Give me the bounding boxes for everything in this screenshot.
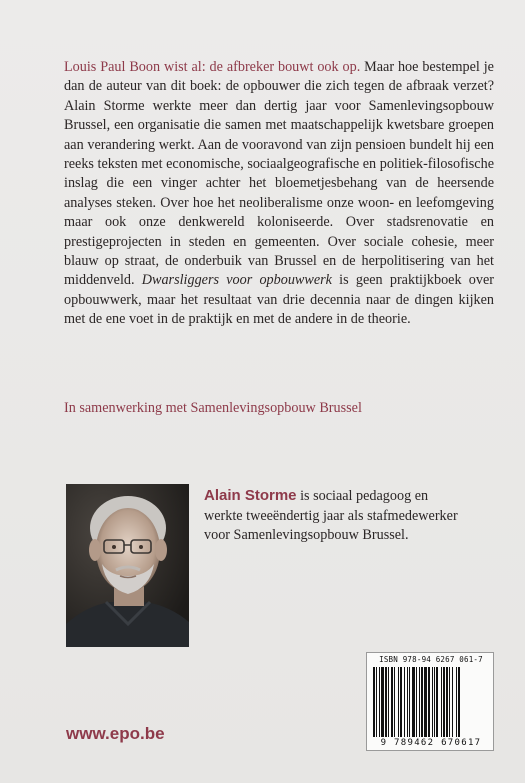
blurb-lead-quote: Louis Paul Boon wist al: de afbreker bouwt ook op. xyxy=(64,59,361,75)
isbn-label: ISBN 978-94 6267 061-7 xyxy=(379,655,483,664)
isbn-barcode xyxy=(366,652,494,751)
author-bio xyxy=(204,486,466,546)
blurb-paragraph: Maar hoe bestempel je dan de auteur van dit boek: de opbouwer die zich tegen de afbraak verzet? Alain Storme werkte meer dan dertig jaar voor Samenlevingsopbouw Brussel, een organisatie die samen met maatschappelijk kwetsbare groepen aan verandering werkt. Aan de vooravond van zijn pensioen bundelt hij een reeks teksten met economische, sociaalgeografische en politiek-filosofische inslag die een vinger achter het bloemetjesbehang van de heersende analyses steken. Over hoe het neoliberalisme onze woon- en leefomgeving maar ook onze denkwereld koloniseerde. Over stadsrenovatie en prestigeprojecten in steden en gemeenten. Over sociale cohesie, meer blauw op straat, de onderbuik van Brussel en de herpolitisering van het middenveld. xyxy=(64,59,494,289)
publisher-website[interactable]: www.epo.be xyxy=(66,724,165,743)
author-name: Alain Storme xyxy=(204,487,297,504)
author-photo xyxy=(66,484,189,647)
blurb-closing: is geen praktijkboek over opbouwwerk, maar het resultaat van drie decennia naar de dingen kijken met de ene voet in de praktijk en met de andere in de theorie. xyxy=(64,272,494,328)
author-portrait-image xyxy=(66,484,189,647)
collaboration-note: In samenwerking met Samenlevingsopbouw Brussel xyxy=(64,400,362,416)
book-title: Dwarsliggers voor opbouwwerk xyxy=(141,272,332,289)
blurb-text xyxy=(64,58,494,330)
author-bio-text: is sociaal pedagoog en werkte tweeëndertig jaar als stafmedewerker voor Samenlevingsopbouw Brussel. xyxy=(204,488,458,544)
barcode-digits: 9 789462 670617 xyxy=(380,738,482,748)
barcode-bars xyxy=(373,667,489,737)
